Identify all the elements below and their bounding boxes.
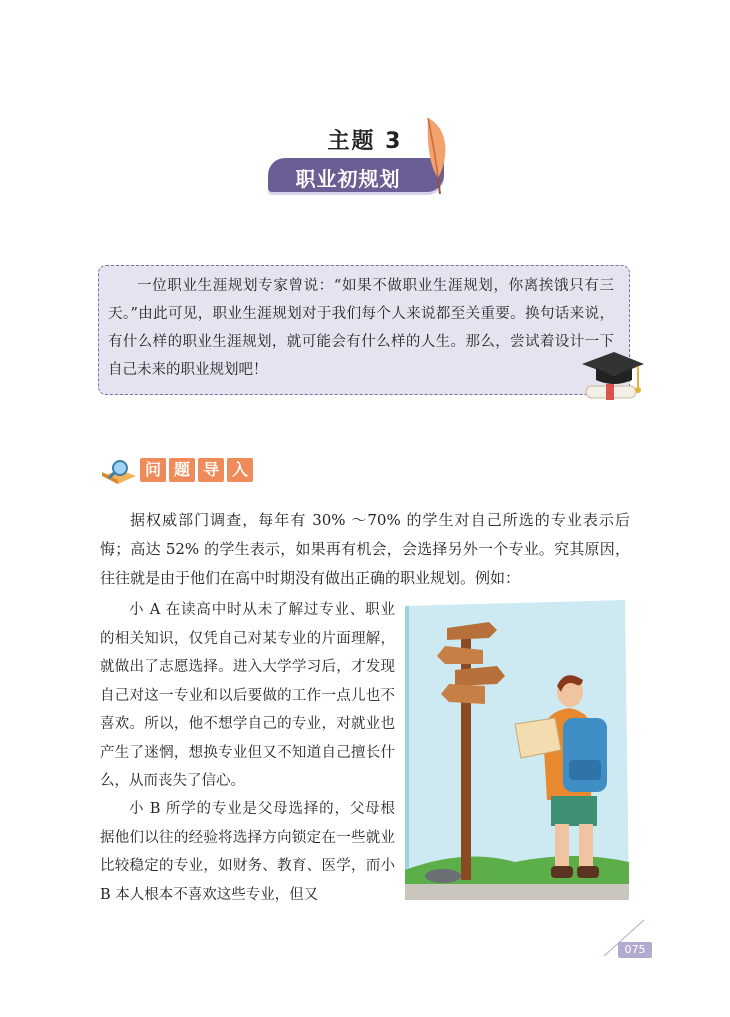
paragraph-student-a: 小 A 在读高中时从未了解过专业、职业的相关知识，仅凭自己对某专业的片面理解，就做出了志愿选择。进入大学学习后，才发现自己对这一专业和以后要做的工作一点儿也不喜欢。所以，他不想学自己的专业，对就业也产生了迷惘，想换专业但又不知道自己擅长什么，从而丧失了信心。 xyxy=(100,602,395,789)
intro-text: 一位职业生涯规划专家曾说：“如果不做职业生涯规划，你离挨饿只有三天。”由此可见，职业生涯规划对于我们每个人来说都至关重要。换句话来说，有什么样的职业生涯规划，就可能会有什么样的人生。那么，尝试着设计一下自己未来的职业规划吧！ xyxy=(108,278,614,378)
page-number: 075 xyxy=(618,942,652,958)
feather-icon xyxy=(418,116,452,196)
section-title-char: 题 xyxy=(169,458,195,482)
section-title-char: 问 xyxy=(140,458,166,482)
section-title-char: 入 xyxy=(227,458,253,482)
section-title-char: 导 xyxy=(198,458,224,482)
paragraph-survey: 据权威部门调查，每年有 30% ～70% 的学生对自己所选的专业表示后悔；高达 52% 的学生表示，如果再有机会，会选择另外一个专业。究其原因，往往就是由于他们在高中时期没有做出正确的职业规划。例如： xyxy=(100,511,630,587)
page-title: 职业初规划 xyxy=(295,167,401,191)
signpost-hiker-illustration xyxy=(405,600,630,905)
section-title xyxy=(140,458,253,484)
book-magnifier-icon xyxy=(100,458,138,486)
theme-label: 主题 3 xyxy=(327,129,403,154)
paragraph-student-b: 小 B 所学的专业是父母选择的，父母根据他们以往的经验将选择方向锁定在一些就业比较稳定的专业，如财务、教育、医学，而小 B 本人根本不喜欢这些专业，但又 xyxy=(100,801,395,903)
graduation-cap-icon xyxy=(578,350,646,410)
